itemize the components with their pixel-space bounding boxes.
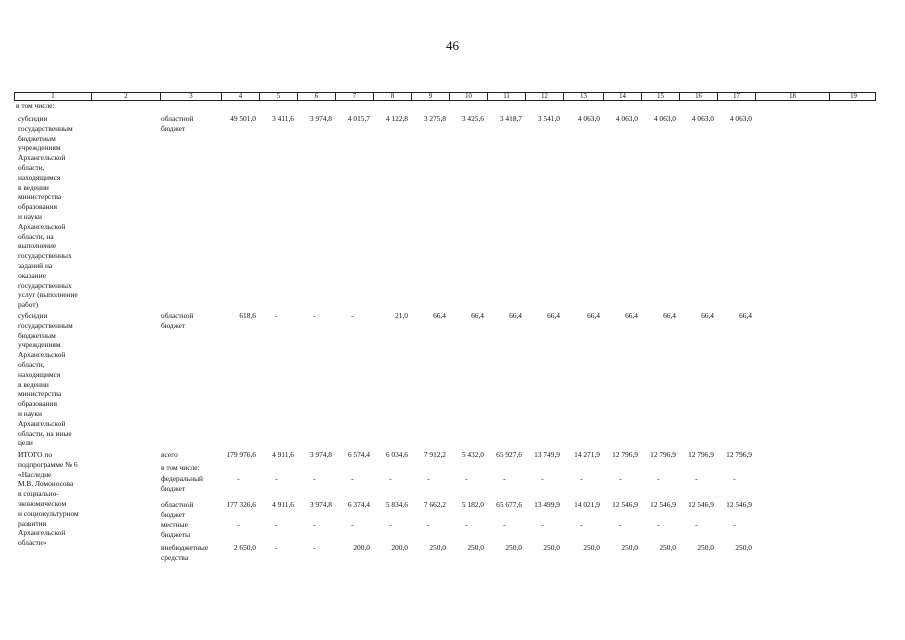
value-cell: 3 974,8 [309,450,332,459]
value-cell: 3 411,6 [272,114,294,123]
funding-source: всего [161,450,178,459]
column-number-8: 8 [374,93,412,100]
value-cell: - [541,520,544,529]
value-cell: 12 546,9 [688,500,714,509]
value-cell: 6 374,4 [347,500,370,509]
funding-source: внебюджетные средства [161,543,209,562]
value-cell: 250,0 [659,543,676,552]
column-number-3: 3 [161,93,222,100]
value-cell: - [237,520,240,529]
value-cell: 3 418,7 [499,114,522,123]
column-number-6: 6 [298,93,336,100]
value-cell: 66,4 [509,311,522,320]
value-cell: - [313,543,316,552]
value-cell: - [657,474,660,483]
value-cell: 12 546,9 [612,500,638,509]
column-number-11: 11 [488,93,526,100]
value-cell: 4 063,0 [691,114,714,123]
value-cell: - [695,520,698,529]
value-cell: - [465,520,468,529]
value-cell: - [695,474,698,483]
value-cell: - [657,520,660,529]
value-cell: 4 063,0 [653,114,676,123]
value-cell: - [503,520,506,529]
value-cell: 200,0 [353,543,370,552]
funding-source: местные бюджеты [161,520,191,539]
value-cell: 250,0 [505,543,522,552]
value-cell: 12 546,9 [650,500,676,509]
value-cell: - [237,474,240,483]
value-cell: 4 063,0 [577,114,600,123]
value-cell: 250,0 [543,543,560,552]
value-cell: 14 021,9 [574,500,600,509]
value-cell: 179 976,6 [226,450,256,459]
value-cell: 4 063,0 [729,114,752,123]
value-cell: 3 541,0 [537,114,560,123]
subheading-in-tom-chisle: в том числе: [16,101,55,110]
value-cell: 6 574,4 [347,450,370,459]
value-cell: 13 749,9 [534,450,560,459]
value-cell: 2 650,0 [233,543,256,552]
value-cell: 66,4 [471,311,484,320]
value-cell: 66,4 [433,311,446,320]
value-cell: 4 063,0 [615,114,638,123]
value-cell: 177 326,6 [226,500,256,509]
value-cell: 13 499,9 [534,500,560,509]
column-number-12: 12 [526,93,564,100]
column-number-9: 9 [412,93,450,100]
column-number-17: 17 [718,93,756,100]
value-cell: 12 796,9 [726,450,752,459]
value-cell: 12 796,9 [612,450,638,459]
value-cell: - [313,520,316,529]
value-cell: 5 432,0 [461,450,484,459]
value-cell: 618,6 [239,311,256,320]
value-cell: - [313,311,316,320]
column-number-7: 7 [336,93,374,100]
value-cell: - [541,474,544,483]
value-cell: - [733,474,736,483]
value-cell: - [389,520,392,529]
funding-source: областной бюджет [161,311,194,330]
value-cell: 3 275,8 [423,114,446,123]
value-cell: 12 796,9 [688,450,714,459]
funding-source: областной бюджет [161,114,194,133]
value-cell: 3 425,6 [461,114,484,123]
value-cell: 12 796,9 [650,450,676,459]
value-cell: 4 015,7 [347,114,370,123]
row-name: субсидии государственным бюджетным учреждениям Архангельской области, находящимся в ведении министерства образования и науки Архангельской области, на выполнение государственных заданий на оказание государственных услуг (выполнение работ) [18,114,78,310]
value-cell: 5 834,6 [385,500,408,509]
value-cell: 250,0 [621,543,638,552]
value-cell: - [351,311,354,320]
value-cell: 65 927,6 [496,450,522,459]
value-cell: 3 974,8 [309,500,332,509]
column-number-2: 2 [92,93,161,100]
value-cell: - [427,474,430,483]
value-cell: 49 501,0 [230,114,256,123]
column-number-19: 19 [850,93,857,100]
value-cell: - [313,474,316,483]
column-number-5: 5 [260,93,298,100]
funding-source: в том числе: [161,463,200,472]
column-number-1: 1 [15,93,92,100]
value-cell: - [275,520,278,529]
value-cell: 6 034,6 [385,450,408,459]
value-cell: 65 677,6 [496,500,522,509]
value-cell: 66,4 [625,311,638,320]
page-number: 46 [446,38,459,53]
value-cell: 66,4 [587,311,600,320]
value-cell: 12 546,9 [726,500,752,509]
row-name: субсидии государственным бюджетным учреждениям Архангельской области, находящимся в ведении министерства образования и науки Архангельской области, на иные цели [18,311,73,448]
value-cell: 250,0 [583,543,600,552]
value-cell: - [427,520,430,529]
value-cell: - [465,474,468,483]
value-cell: - [351,474,354,483]
row-name: ИТОГО по подпрограмме № 6 «Наследие М.В. Ломоносова в социально- экономическом и социокультурном развитии Архангельской области» [18,450,79,548]
funding-source: областной бюджет [161,500,194,519]
value-cell: - [275,311,278,320]
value-cell: - [351,520,354,529]
value-cell: 7 912,2 [423,450,446,459]
column-number-16: 16 [680,93,718,100]
value-cell: 250,0 [467,543,484,552]
value-cell: - [503,474,506,483]
value-cell: 250,0 [429,543,446,552]
value-cell: 250,0 [697,543,714,552]
column-number-4: 4 [222,93,260,100]
column-number-14: 14 [604,93,642,100]
value-cell: 21,0 [395,311,408,320]
funding-source: федеральный бюджет [161,474,203,493]
value-cell: 7 662,2 [423,500,446,509]
value-cell: 5 182,0 [461,500,484,509]
value-cell: 66,4 [739,311,752,320]
column-number-18: 18 [756,93,830,100]
value-cell: - [580,520,583,529]
value-cell: 4 122,8 [385,114,408,123]
column-number-header [14,92,876,101]
value-cell: - [580,474,583,483]
value-cell: - [389,474,392,483]
value-cell: 4 911,6 [272,450,294,459]
value-cell: 66,4 [663,311,676,320]
value-cell: - [275,474,278,483]
value-cell: - [619,474,622,483]
value-cell: 3 974,8 [309,114,332,123]
column-number-10: 10 [450,93,488,100]
value-cell: - [275,543,278,552]
column-number-13: 13 [564,93,604,100]
value-cell: 66,4 [701,311,714,320]
value-cell: 250,0 [735,543,752,552]
value-cell: 4 911,6 [272,500,294,509]
value-cell: 200,0 [391,543,408,552]
value-cell: - [733,520,736,529]
value-cell: 66,4 [547,311,560,320]
value-cell: 14 271,9 [574,450,600,459]
budget-table [14,92,876,582]
value-cell: - [619,520,622,529]
column-number-15: 15 [642,93,680,100]
